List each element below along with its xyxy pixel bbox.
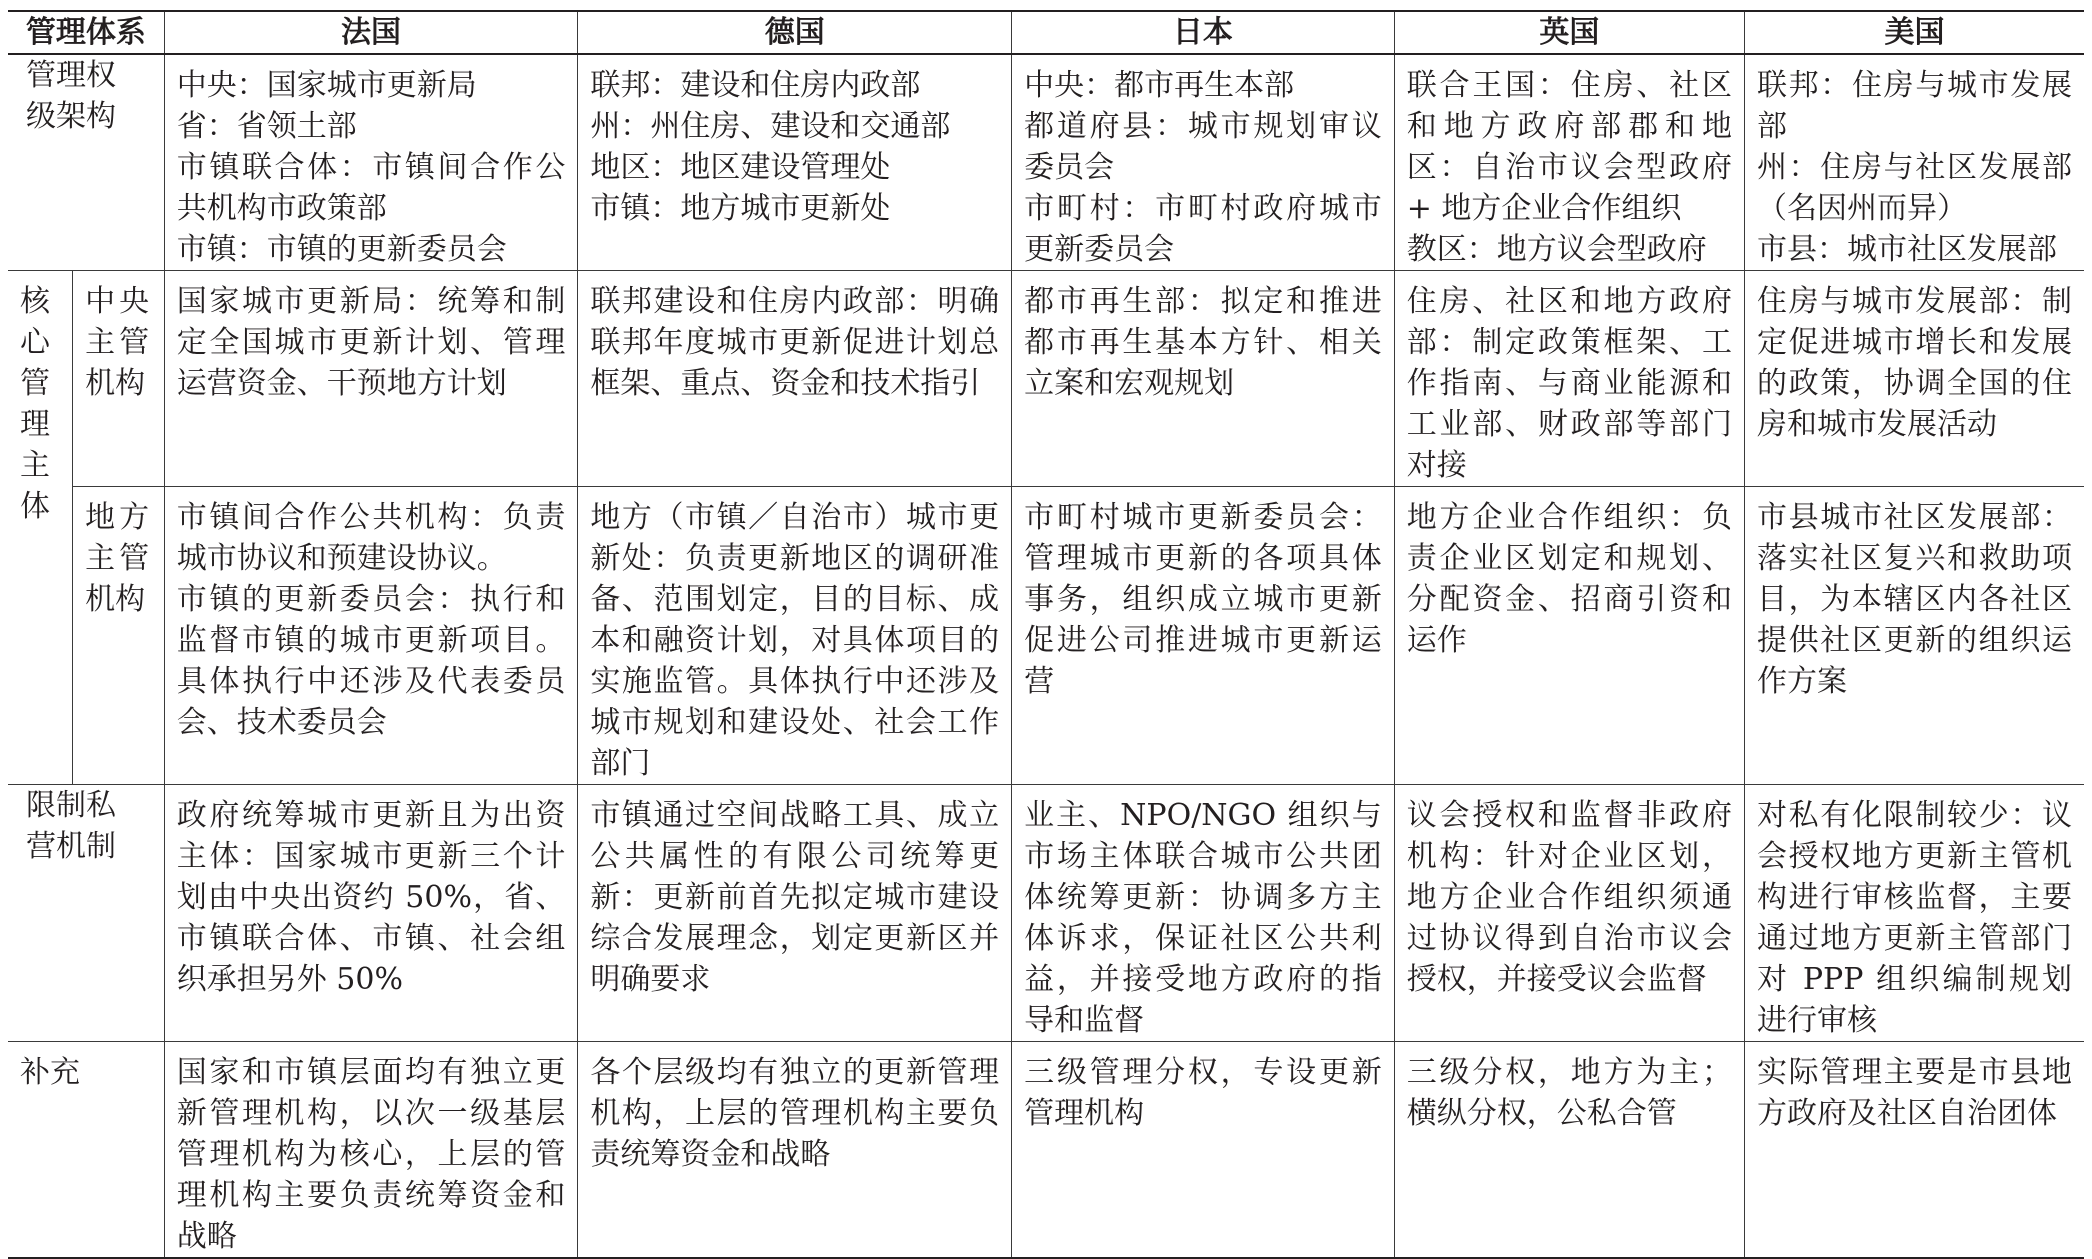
header-uk: 英国 [1394,11,1744,54]
header-usa: 美国 [1744,11,2084,54]
private-france: 政府统筹城市更新且为出资主体：国家城市更新三个计划由中央出资约 50%，省、市镇联合体、市镇、社会组织承担另外 50% [164,785,578,1042]
local-japan: 市町村城市更新委员会：管理城市更新的各项具体事务，组织成立城市更新促进公司推进城市更新运营 [1012,487,1395,785]
local-france: 市镇间合作公共机构：负责城市协议和预建设协议。 市镇的更新委员会：执行和监督市镇的城市更新项目。具体执行中还涉及代表委员会、技术委员会 [164,487,578,785]
row-local [8,487,2084,785]
private-germany: 市镇通过空间战略工具、成立公共属性的有限公司统筹更新：更新前首先拟定城市建设综合发展理念，划定更新区并明确要求 [578,785,1012,1042]
row-label-central: 中央主管机构 [73,271,165,487]
central-japan: 都市再生部：拟定和推进都市再生基本方针、相关立案和宏观规划 [1012,271,1395,487]
private-usa: 对私有化限制较少：议会授权地方更新主管机构进行审核监督，主要通过地方更新主管部门对 PPP 组织编制规划进行审核 [1744,785,2084,1042]
supplement-japan: 三级管理分权，专设更新管理机构 [1012,1042,1395,1259]
private-japan: 业主、NPO/NGO 组织与市场主体联合城市公共团体统筹更新：协调多方主体诉求，保证社区公共利益，并接受地方政府的指导和监督 [1012,785,1395,1042]
central-france: 国家城市更新局：统筹和制定全国城市更新计划、管理运营资金、干预地方计划 [164,271,578,487]
local-uk: 地方企业合作组织：负责企业区划定和规划、分配资金、招商引资和运作 [1394,487,1744,785]
hierarchy-france: 中央：国家城市更新局 省：省领土部 市镇联合体：市镇间合作公共机构市政策部 市镇：市镇的更新委员会 [164,54,578,271]
hierarchy-japan: 中央：都市再生本部 都道府县：城市规划审议委员会 市町村：市町村政府城市更新委员会 [1012,54,1395,271]
supplement-germany: 各个层级均有独立的更新管理机构，上层的管理机构主要负责统筹资金和战略 [578,1042,1012,1259]
row-supplement [8,1042,2084,1259]
row-label-hierarchy: 管理权级架构 [8,54,164,271]
central-germany: 联邦建设和住房内政部：明确联邦年度城市更新促进计划总框架、重点、资金和技术指引 [578,271,1012,487]
row-hierarchy [8,54,2084,271]
hierarchy-uk: 联合王国：住房、社区和地方政府部郡和地区：自治市议会型政府 + 地方企业合作组织 教区：地方议会型政府 [1394,54,1744,271]
row-group-core-management: 核心管理主体 [8,271,73,785]
row-label-private: 限制私营机制 [8,785,164,1042]
supplement-uk: 三级分权，地方为主；横纵分权，公私合管 [1394,1042,1744,1259]
central-usa: 住房与城市发展部：制定促进城市增长和发展的政策，协调全国的住房和城市发展活动 [1744,271,2084,487]
central-uk: 住房、社区和地方政府部：制定政策框架、工作指南、与商业能源和工业部、财政部等部门对接 [1394,271,1744,487]
row-private [8,785,2084,1042]
hierarchy-germany: 联邦：建设和住房内政部 州：州住房、建设和交通部 地区：地区建设管理处 市镇：地方城市更新处 [578,54,1012,271]
supplement-usa: 实际管理主要是市县地方政府及社区自治团体 [1744,1042,2084,1259]
row-label-local: 地方主管机构 [73,487,165,785]
header-management-system: 管理体系 [8,11,164,54]
local-germany: 地方（市镇／自治市）城市更新处：负责更新地区的调研准备、范围划定，目的目标、成本和融资计划，对具体项目的实施监管。具体执行中还涉及城市规划和建设处、社会工作部门 [578,487,1012,785]
row-label-supplement: 补充 [8,1042,164,1259]
header-germany: 德国 [578,11,1012,54]
hierarchy-usa: 联邦：住房与城市发展部 州：住房与社区发展部（名因州而异） 市县：城市社区发展部 [1744,54,2084,271]
private-uk: 议会授权和监督非政府机构：针对企业区划，地方企业合作组织须通过协议得到自治市议会授权，并接受议会监督 [1394,785,1744,1042]
header-france: 法国 [164,11,578,54]
local-usa: 市县城市社区发展部：落实社区复兴和救助项目，为本辖区内各社区提供社区更新的组织运作方案 [1744,487,2084,785]
header-japan: 日本 [1012,11,1395,54]
supplement-france: 国家和市镇层面均有独立更新管理机构，以次一级基层管理机构为核心，上层的管理机构主要负责统筹资金和战略 [164,1042,578,1259]
governance-comparison-table [8,10,2084,1259]
header-row [8,11,2084,54]
row-central [8,271,2084,487]
